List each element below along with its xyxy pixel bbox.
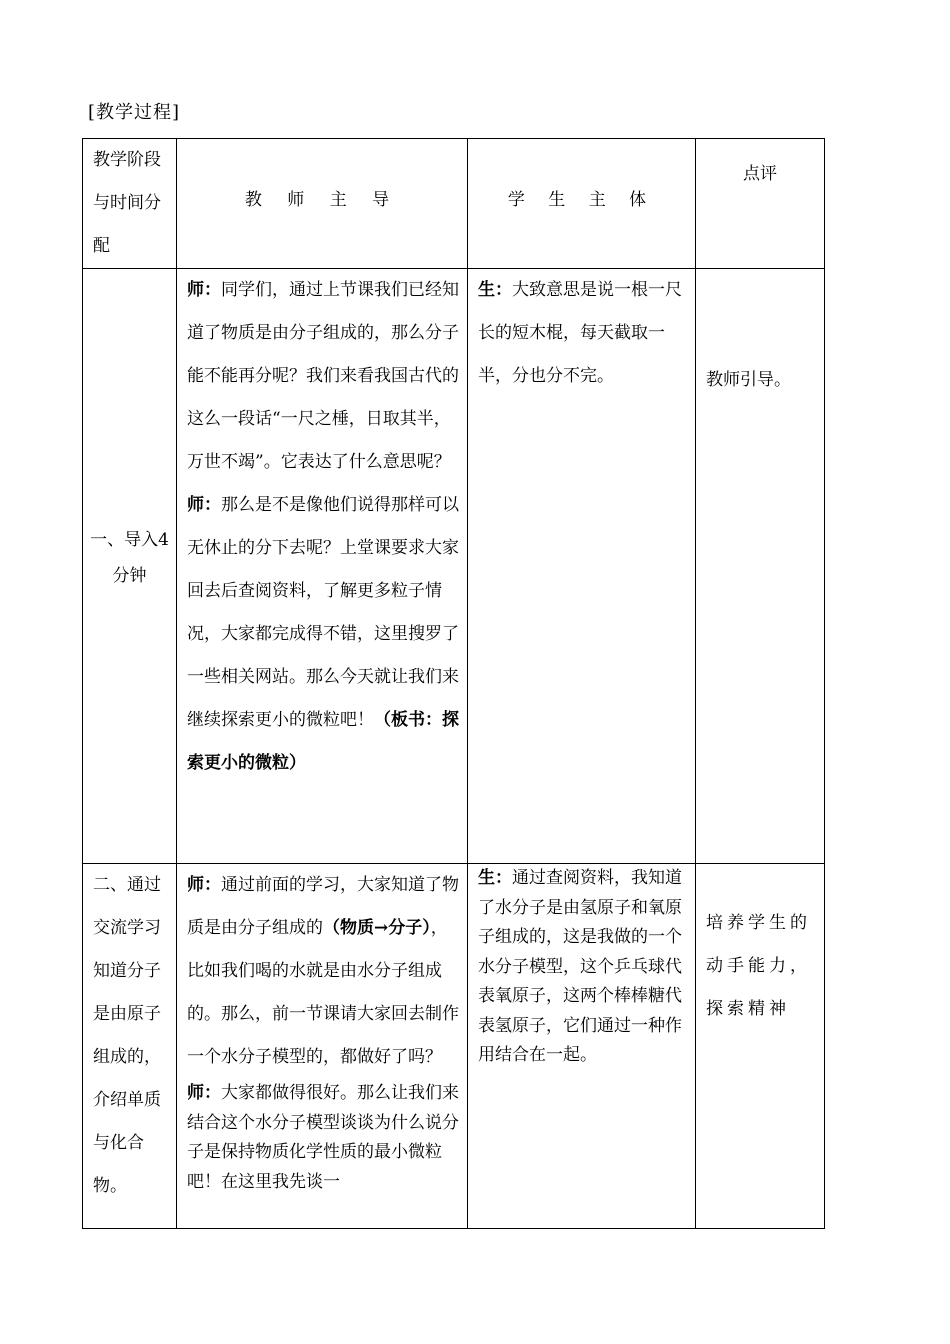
teacher-cell: [177, 269, 468, 864]
header-teacher: 教 师 主 导: [177, 139, 468, 269]
stage-cell: 二、通过交流学习知道分子是由原子组成的，介绍单质与化合物。: [83, 864, 177, 1229]
student-cell: [468, 269, 696, 864]
student-paragraph: 生：大致意思是说一根一尺长的短木棍，每天截取一半，分也分不完。: [478, 280, 682, 386]
table-row: [83, 269, 825, 864]
table-header-row: [83, 139, 825, 269]
teacher-paragraph: 师：通过前面的学习，大家知道了物质是由分子组成的（物质→分子），比如我们喝的水就是由水分子组成的。那么，前一节课请大家回去制作一个水分子模型的，都做好了吗？: [187, 875, 459, 1067]
table-row: [83, 864, 825, 1229]
student-paragraph: 生：通过查阅资料，我知道了水分子是由氢原子和氧原子组成的，这是我做的一个水分子模型，这个乒乓球代表氧原子，这两个棒棒糖代表氢原子，它们通过一种作用结合在一起。: [478, 868, 682, 1065]
comment-cell: 教师引导。: [696, 269, 825, 864]
teacher-paragraph: 师：同学们，通过上节课我们已经知道了物质是由分子组成的，那么分子能不能再分呢？我们来看我国古代的这么一段话“一尺之棰，日取其半，万世不竭”。它表达了什么意思呢？: [187, 280, 459, 472]
teacher-paragraph: 师：大家都做得很好。那么让我们来结合这个水分子模型谈谈为什么说分子是保持物质化学性质的最小微粒吧！在这里我先谈一: [187, 1083, 459, 1192]
student-cell: [468, 864, 696, 1229]
lesson-plan-table: [82, 138, 825, 1229]
teacher-cell: [177, 864, 468, 1229]
comment-cell: 培养学生的动手能力，探索精神: [696, 864, 825, 1229]
header-student: 学 生 主 体: [468, 139, 696, 269]
header-stage: 教学阶段与时间分配: [83, 139, 177, 269]
teacher-paragraph: 师：那么是不是像他们说得那样可以无休止的分下去呢？上堂课要求大家回去后查阅资料，了解更多粒子情况，大家都完成得不错，这里搜罗了一些相关网站。那么今天就让我们来继续探索更小的微粒吧！（板书：探索更小的微粒）: [187, 495, 459, 773]
section-heading: [教学过程]: [88, 102, 181, 123]
header-comment: 点评: [696, 139, 825, 269]
stage-cell: 一、导入4分钟: [83, 269, 177, 864]
